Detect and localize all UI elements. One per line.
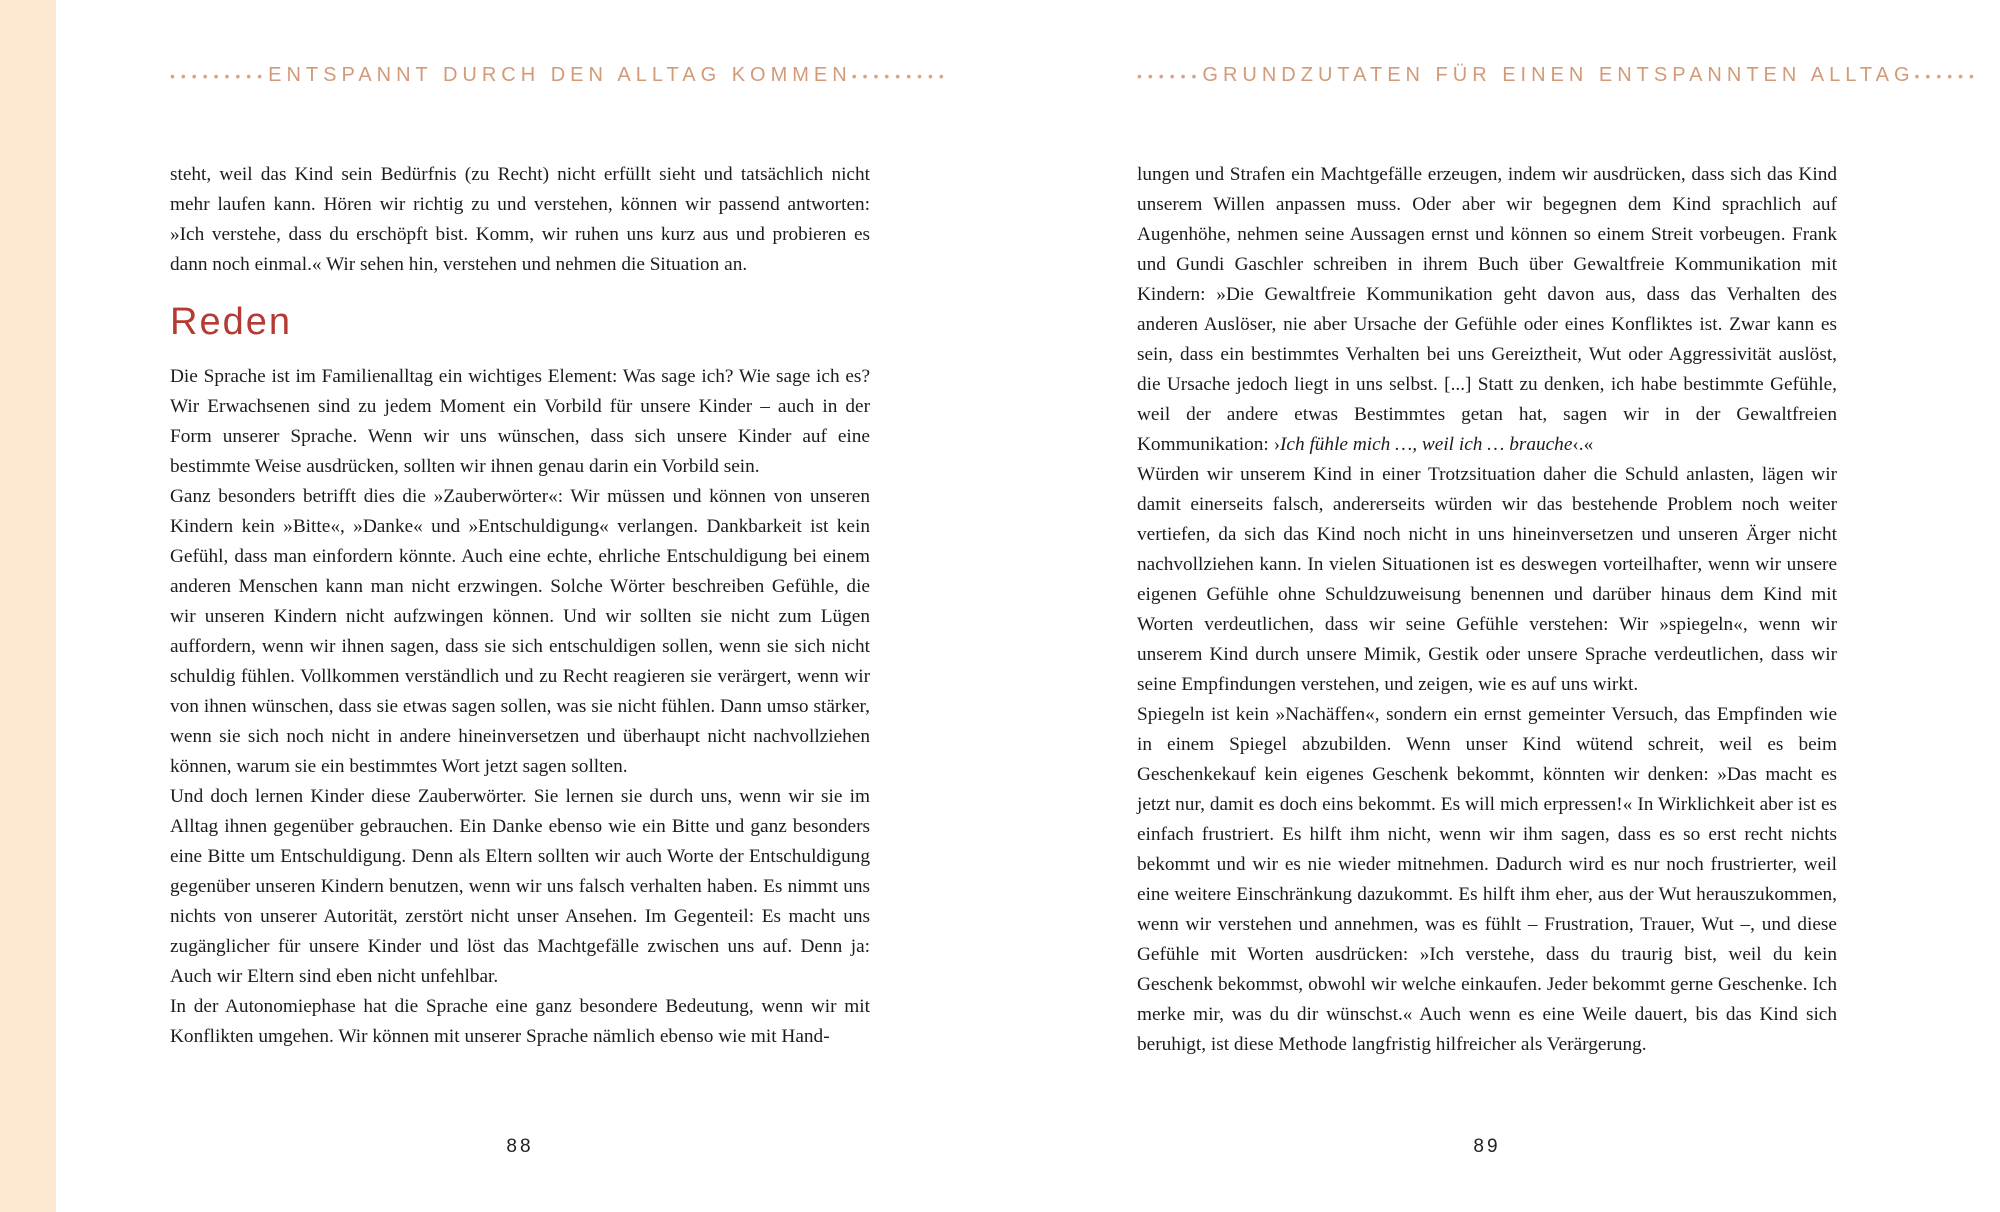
paragraph: steht, weil das Kind sein Bedürfnis (zu Recht) nicht erfüllt sieht und tatsächlich nicht mehr laufen kann. Hören wir richtig zu und verstehen, können wir passend antworten: »Ich verstehe, dass du erschöpft bist. Komm, wir ruhen uns kurz aus und probieren es dann noch einmal.« Wir sehen hin, verstehen und nehmen die Situation an. [170,164,870,275]
right-page [1137,0,1980,1212]
paragraph: Ganz besonders betrifft dies die »Zauberwörter«: Wir müssen und können von unseren Kindern kein »Bitte«, »Danke« und »Entschuldigung« verlangen. Dankbarkeit ist kein Gefühl, dass man einfordern könnte. Auch eine echte, ehrliche Entschuldigung bei einem anderen Menschen kann man nicht erzwingen. Solche Wörter beschreiben Gefühle, die wir unseren Kindern nicht aufzwingen können. Und wir sollten sie nicht zum Lügen auffordern, wenn wir ihnen sagen, dass sie sich entschuldigen sollen, wenn sie sich nicht schuldig fühlen. Vollkommen verständlich und zu Recht reagieren sie verärgert, wenn wir von ihnen wünschen, dass sie etwas sagen sollen, was sie nicht fühlen. Dann umso stärker, wenn sie sich noch nicht in andere hineinversetzen und überhaupt nicht nachvollziehen können, warum sie ein bestimmtes Wort jetzt sagen sollten. [170,486,870,777]
decorative-dots-left: •••••• [1137,67,1203,84]
page-number: 88 [506,1136,534,1157]
left-page-body [170,160,870,1052]
section-heading: Reden [170,301,292,343]
decorative-dots-left: ••••••••• [170,67,269,84]
paragraph: Die Sprache ist im Familienalltag ein wichtiges Element: Was sage ich? Wie sage ich es? Wir Erwachsenen sind zu jedem Moment ein Vorbild für unsere Kinder – auch in der Form unserer Sprache. Wenn wir uns wünschen, dass sich unsere Kinder auf eine bestimmte Weise ausdrücken, sollten wir ihnen genau darin ein Vorbild sein. [170,366,870,477]
page-number: 89 [1473,1136,1501,1157]
paragraph: In der Autonomiephase hat die Sprache eine ganz besondere Bedeutung, wenn wir mit Konflikten umgehen. Wir können mit unserer Sprache nämlich ebenso wie mit Hand- [170,996,870,1047]
paragraph-text: ‹.« [1572,434,1594,455]
decorative-dots-right: •••••• [1914,67,1980,84]
paragraph: Spiegeln ist kein »Nachäffen«, sondern ein ernst gemeinter Versuch, das Empfinden wie in einem Spiegel abzubilden. Wenn unser Kind wütend schreit, weil es beim Geschenkekauf kein eigenes Geschenk bekommt, könnten wir denken: »Das macht es jetzt nur, damit es doch eins bekommt. Es will mich erpressen!« In Wirklichkeit aber ist es einfach frustriert. Es hilft ihm nicht, wenn wir ihm sagen, dass es so erst recht nichts bekommt und wir es nie wieder mitnehmen. Dadurch wird es nur noch frustrierter, weil eine weitere Einschränkung dazukommt. Es hilft ihm eher, aus der Wut herauszukommen, wenn wir verstehen und annehmen, was es fühlt – Frustration, Trauer, Wut –, und diese Gefühle mit Worten ausdrücken: »Ich verstehe, dass du traurig bist, weil du kein Geschenk bekommst, obwohl wir welche einkaufen. Jeder bekommt gerne Geschenke. Ich merke mir, was du dir wünschst.« Auch wenn es eine Weile dauert, bis das Kind sich beruhigt, ist diese Methode langfristig hilfreicher als Verärgerung. [1137,704,1837,1055]
left-page [170,0,950,1212]
running-head-title: GRUNDZUTATEN FÜR EINEN ENTSPANNTEN ALLTAG [1202,64,1915,86]
paragraph: Würden wir unserem Kind in einer Trotzsituation daher die Schuld anlasten, lägen wir damit einerseits falsch, andererseits würden wir das bestehende Problem noch weiter vertiefen, da sich das Kind noch nicht in uns hineinversetzen und unseren Ärger nicht nachvollziehen kann. In vielen Situationen ist es deswegen vorteilhafter, wenn wir unsere eigenen Gefühle ohne Schuldzuweisung benennen und darüber hinaus dem Kind mit Worten verdeutlichen, dass wir seine Gefühle verstehen: Wir »spiegeln«, wenn wir unserem Kind durch unsere Mimik, Gestik oder unsere Sprache verdeutlichen, dass wir seine Empfindungen verstehen, und zeigen, wie es auf uns wirkt. [1137,464,1837,695]
running-head-left [170,64,950,87]
running-head-right [1137,64,1980,87]
running-head-title: ENTSPANNT DURCH DEN ALLTAG KOMMEN [268,64,852,86]
decorative-dots-right: ••••••••• [851,67,950,84]
right-page-body [1137,160,1837,1060]
paragraph-text: lungen und Strafen ein Machtgefälle erzeugen, indem wir ausdrücken, dass sich das Kind unserem Willen anpassen muss. Oder aber wir begegnen dem Kind sprachlich auf Augenhöhe, nehmen seine Aussagen ernst und können so einem Streit vorbeugen. Frank und Gundi Gaschler schreiben in ihrem Buch über Gewaltfreie Kommunikation mit Kindern: »Die Gewaltfreie Kommunikation geht davon aus, dass das Verhalten des anderen Auslöser, nie aber Ursache der Gefühle oder eines Konfliktes ist. Zwar kann es sein, dass ein bestimmtes Verhalten bei uns Gereiztheit, Wut oder Aggressivität auslöst, die Ursache jedoch liegt in uns selbst. [...] Statt zu denken, ich habe bestimmte Gefühle, weil der andere etwas Bestimmtes getan hat, sagen wir in der Gewaltfreien Kommunikation: › [1137,164,1837,455]
paragraph: Und doch lernen Kinder diese Zauberwörter. Sie lernen sie durch uns, wenn wir sie im Alltag ihnen gegenüber gebrauchen. Ein Danke ebenso wie ein Bitte und ganz besonders eine Bitte um Entschuldigung. Denn als Eltern sollten wir auch Worte der Entschuldigung gegenüber unseren Kindern benutzen, wenn wir uns falsch verhalten haben. Es nimmt uns nichts von unserer Autorität, zerstört nicht unser Ansehen. Im Gegenteil: Es macht uns zugänglicher für unsere Kinder und löst das Machtgefälle zwischen uns auf. Denn ja: Auch wir Eltern sind eben nicht unfehlbar. [170,786,870,987]
book-spine-edge [0,0,56,1212]
paragraph [1137,160,1837,460]
italic-quote: Ich fühle mich …, weil ich … brauche [1280,434,1573,455]
